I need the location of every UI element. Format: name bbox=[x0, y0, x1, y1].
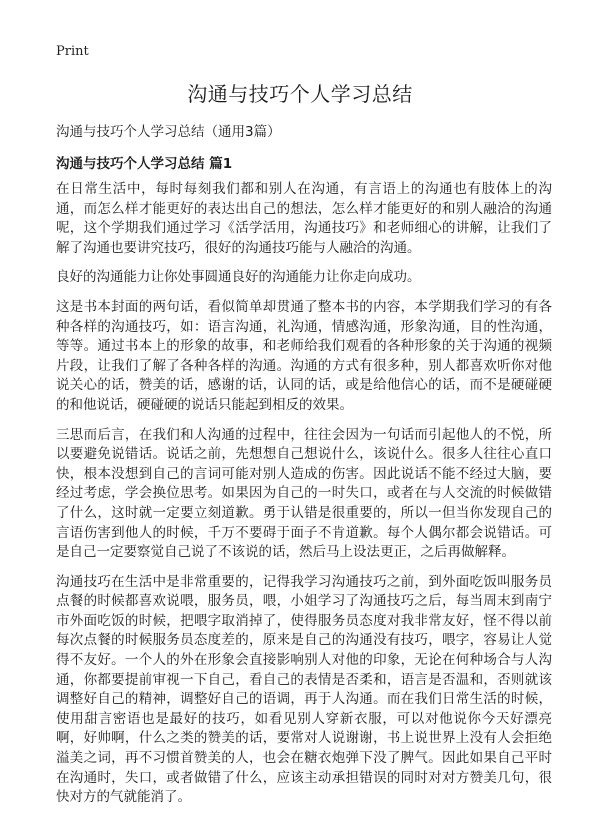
paragraph: 沟通技巧在生活中是非常重要的，记得我学习沟通技巧之前，到外面吃饭叫服务员点餐的时候都喜欢说喂，服务员，喂，小姐学习了沟通技巧之后，每当周末到南宁市外面吃饭的时候，把喂字取消掉了，使得服务员态度对我非常友好，怪不得以前每次点餐的时候服务员态度差的，原来是自己的沟通没有技巧，喂字，容易让人觉得不友好。一个人的外在形象会直接影响别人对他的印象，无论在何种场合与人沟通，你都要提前审视一下自己，看自己的表情是否柔和，语言是否温和，否则就该调整好自己的精神，调整好自己的语调，再于人沟通。而在我们日常生活的时候，使用甜言密语也是最好的技巧，如看见别人穿新衣服，可以对他说你今天好漂亮啊，好帅啊，什么之类的赞美的话，要常对人说谢谢，书上说世界上没有人会拒绝溢美之词，再不习惯首赞美的人，也会在糖衣炮弹下没了脾气。因此如果自己平时在沟通时，失口，或者做错了什么，应该主动承担错误的同时对对方赞美几句，很快对方的气就能消了。 bbox=[56, 573, 552, 806]
paragraph: 在日常生活中，每时每刻我们都和别人在沟通，有言语上的沟通也有肢体上的沟通，而怎么样才能更好的表达出自己的想法，怎么样才能更好的和别人融洽的沟通呢，这个学期我们通过学习《活学活用，沟通技巧》和老师细心的讲解，让我们了解了沟通也要讲究技巧，很好的沟通技巧能与人融洽的沟通。 bbox=[56, 181, 552, 256]
print-link[interactable]: Print bbox=[56, 44, 89, 59]
paragraph: 三思而后言，在我们和人沟通的过程中，往往会因为一句话而引起他人的不悦，所以要避免说错话。说话之前，先想想自己想说什么，该说什么。很多人往往心直口快，根本没想到自己的言词可能对别人造成的伤害。因此说话不能不经过大脑，要经过考虑，学会换位思考。如果因为自己的一时失口，或者在与人交流的时候做错了什么，这时就一定要立刻道歉。勇于认错是很重要的，所以一但当你发现自己的言语伤害到他人的时候，千万不要碍于面子不肯道歉。每个人偶尔都会说错话。可是自己一定要察觉自己说了不该说的话，然后马上设法更正，之后再做解释。 bbox=[56, 426, 552, 561]
paragraph: 良好的沟通能力让你处事圆通良好的沟通能力让你走向成功。 bbox=[56, 269, 421, 286]
paragraph: 这是书本封面的两句话，看似简单却贯通了整本书的内容，本学期我们学习的有各种各样的沟通技巧，如：语言沟通，礼沟通，情感沟通，形象沟通，目的性沟通，等等。通过书本上的形象的故事，和老师给我们观看的各种形象的关于沟通的视频片段，让我们了解了各种各样的沟通。沟通的方式有很多种，别人都喜欢听你对他说关心的话，赞美的话，感谢的话，认同的话，或是给他信心的话，而不是硬碰硬的和他说话，硬碰硬的说话只能起到相反的效果。 bbox=[56, 298, 552, 413]
document-subtitle: 沟通与技巧个人学习总结（通用3篇） bbox=[56, 124, 281, 140]
page-title: 沟通与技巧个人学习总结 bbox=[187, 82, 413, 106]
article-body bbox=[56, 180, 552, 818]
section-heading: 沟通与技巧个人学习总结 篇1 bbox=[56, 156, 233, 172]
